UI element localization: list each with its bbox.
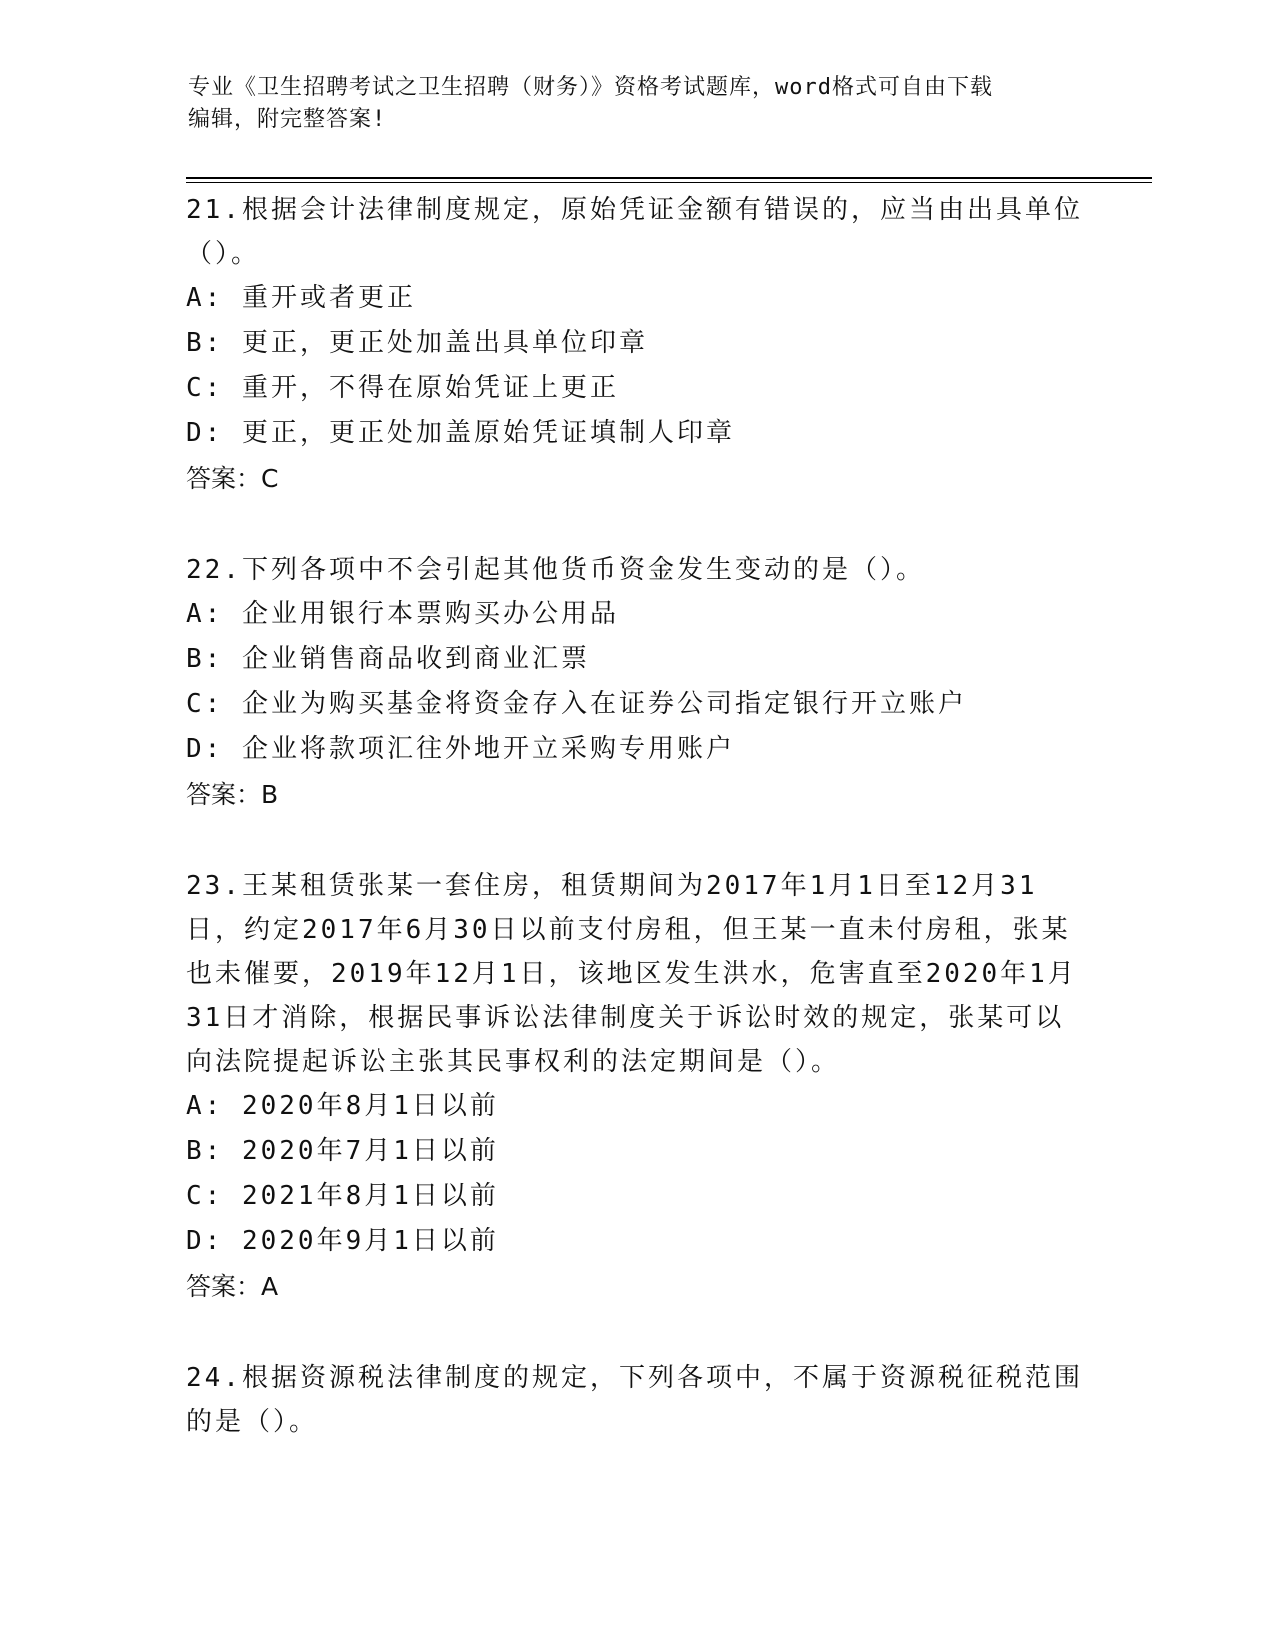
header-line-1: 专业《卫生招聘考试之卫生招聘（财务）》资格考试题库，word格式可自由下载 <box>188 75 993 100</box>
option-text: 更正，更正处加盖出具单位印章 <box>241 328 648 358</box>
option-text: 2021年8月1日以前 <box>241 1181 499 1211</box>
answer-text: 答案：B <box>186 780 279 809</box>
answer-text: 答案：C <box>186 464 279 493</box>
option-text: 重开，不得在原始凭证上更正 <box>241 373 619 403</box>
option-key: D: <box>186 1226 224 1256</box>
option-key: C: <box>186 1181 224 1211</box>
question-21 <box>186 188 1086 502</box>
option-key: B: <box>186 644 224 674</box>
option-d <box>186 1219 1086 1264</box>
option-text: 2020年7月1日以前 <box>241 1136 499 1166</box>
question-23 <box>186 864 1086 1310</box>
option-key: D: <box>186 418 224 448</box>
option-key: C: <box>186 373 224 403</box>
option-text: 企业为购买基金将资金存入在证券公司指定银行开立账户 <box>241 689 967 719</box>
option-key: C: <box>186 689 224 719</box>
option-a <box>186 276 1086 321</box>
question-text: 21.根据会计法律制度规定，原始凭证金额有错误的，应当由出具单位（）。 <box>186 195 1083 269</box>
option-key: B: <box>186 328 224 358</box>
option-text: 企业销售商品收到商业汇票 <box>241 644 590 674</box>
option-b <box>186 637 1086 682</box>
option-d <box>186 411 1086 456</box>
header-divider-thick <box>186 177 1152 179</box>
option-text: 2020年9月1日以前 <box>241 1226 499 1256</box>
header-line-2: 编辑，附完整答案! <box>188 107 387 132</box>
question-text: 22.下列各项中不会引起其他货币资金发生变动的是（）。 <box>186 555 925 585</box>
option-text: 2020年8月1日以前 <box>241 1091 499 1121</box>
question-24 <box>186 1356 1086 1444</box>
question-22 <box>186 548 1086 818</box>
option-c <box>186 1174 1086 1219</box>
option-key: A: <box>186 599 224 629</box>
option-key: A: <box>186 1091 224 1121</box>
option-key: D: <box>186 734 224 764</box>
option-a <box>186 1084 1086 1129</box>
answer-text: 答案：A <box>186 1272 279 1301</box>
option-c <box>186 682 1086 727</box>
option-d <box>186 727 1086 772</box>
option-key: A: <box>186 283 224 313</box>
option-b <box>186 1129 1086 1174</box>
option-text: 重开或者更正 <box>241 283 416 313</box>
option-a <box>186 592 1086 637</box>
option-text: 更正，更正处加盖原始凭证填制人印章 <box>241 418 735 448</box>
question-text: 24.根据资源税法律制度的规定，下列各项中，不属于资源税征税范围的是（）。 <box>186 1363 1083 1437</box>
question-text: 23.王某租赁张某一套住房，租赁期间为2017年1月1日至12月31日，约定2017年6月30日以前支付房租，但王某一直未付房租，张某也未催要，2019年12月1日，该地区发生洪水，危害直至2020年1月31日才消除，根据民事诉讼法律制度关于诉讼时效的规定，张某可以向法院提起诉讼主张其民事权利的法定期间是（）。 <box>186 871 1077 1077</box>
option-key: B: <box>186 1136 224 1166</box>
document-header <box>188 72 1068 136</box>
question-list <box>186 188 1086 1490</box>
option-text: 企业将款项汇往外地开立采购专用账户 <box>241 734 735 764</box>
header-divider-thin <box>186 182 1152 183</box>
option-c <box>186 366 1086 411</box>
option-text: 企业用银行本票购买办公用品 <box>241 599 619 629</box>
option-b <box>186 321 1086 366</box>
